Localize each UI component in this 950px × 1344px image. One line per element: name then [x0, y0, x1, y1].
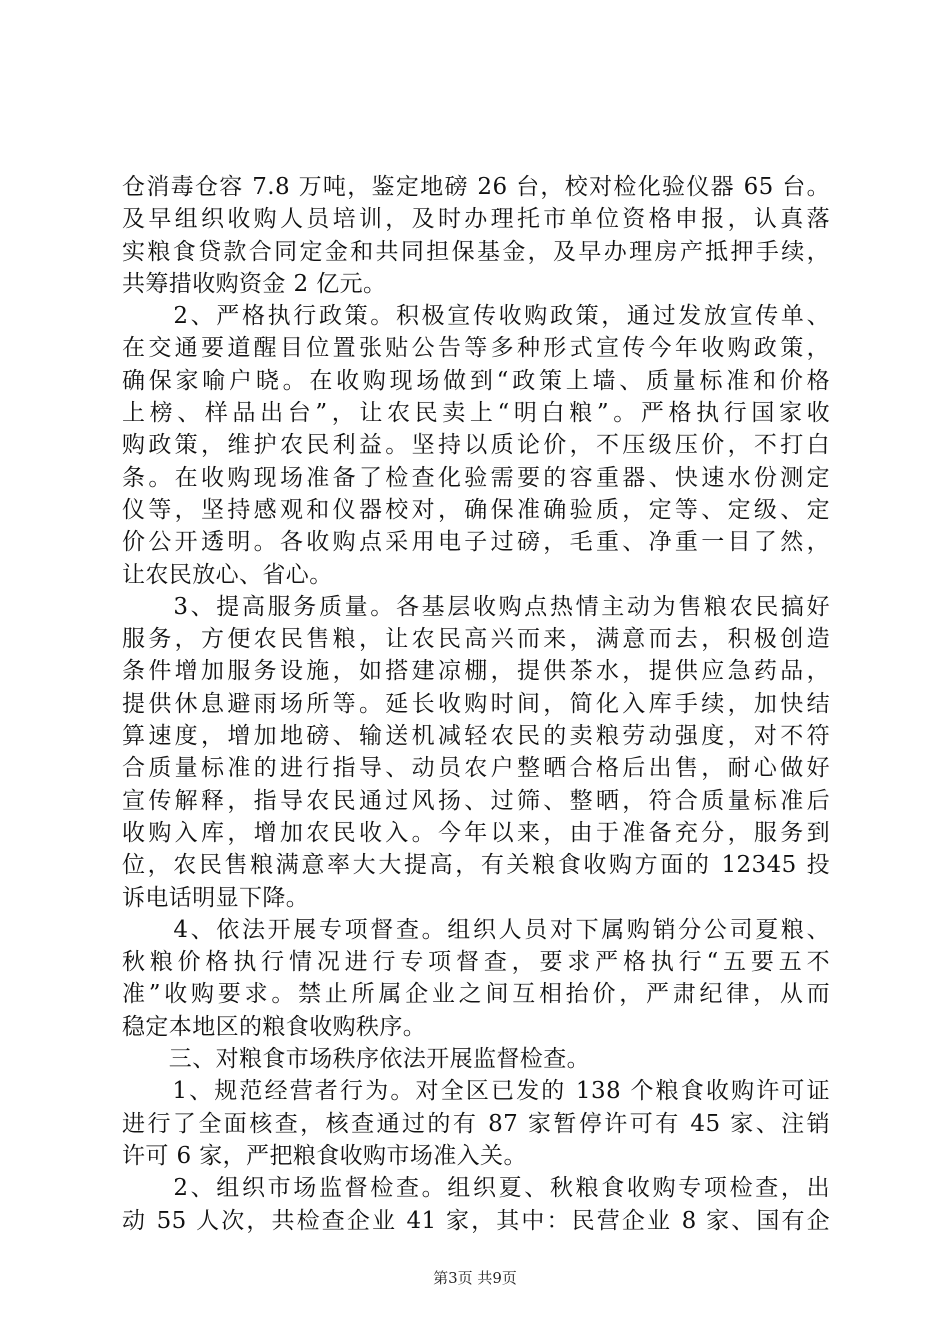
- text-line: 让农民放心、省心。: [122, 561, 333, 588]
- text-line: 合质量标准的进行指导、动员农户整晒合格后出售，耐心做好: [122, 755, 830, 782]
- text-line: 服务，方便农民售粮，让农民高兴而来，满意而去，积极创造: [122, 626, 830, 653]
- text-line: 及早组织收购人员培训，及时办理托市单位资格申报，认真落: [122, 206, 830, 233]
- text-line: 准”收购要求。禁止所属企业之间互相抬价，严肃纪律，从而: [122, 981, 830, 1008]
- document-body: [122, 171, 830, 1237]
- text-line: 位，农民售粮满意率大大提高，有关粮食收购方面的 12345 投: [122, 852, 830, 879]
- text-line: 在交通要道醒目位置张贴公告等多种形式宣传今年收购政策，: [122, 335, 830, 362]
- text-line: 动 55 人次，共检查企业 41 家，其中：民营企业 8 家、国有企: [122, 1207, 830, 1234]
- text-line: 2、严格执行政策。积极宣传收购政策，通过发放宣传单、: [122, 303, 830, 330]
- text-line: 仓消毒仓容 7.8 万吨，鉴定地磅 26 台，校对检化验仪器 65 台。: [122, 174, 830, 200]
- text-line: 1、规范经营者行为。对全区已发的 138 个粮食收购许可证: [122, 1078, 830, 1105]
- text-line: 价公开透明。各收购点采用电子过磅，毛重、净重一目了然，: [122, 529, 830, 556]
- text-line: 确保家喻户晓。在收购现场做到“政策上墙、质量标准和价格: [122, 367, 830, 394]
- text-line: 4、依法开展专项督查。组织人员对下属购销分公司夏粮、: [122, 916, 830, 943]
- text-line: 许可 6 家，严把粮食收购市场准入关。: [122, 1142, 527, 1169]
- text-line: 上榜、样品出台”，让农民卖上“明白粮”。严格执行国家收: [122, 400, 830, 427]
- page-number-footer: 第3页 共9页: [433, 1269, 517, 1287]
- text-line: 收购入库，增加农民收入。今年以来，由于准备充分，服务到: [122, 819, 830, 846]
- text-line: 仪等，坚持感观和仪器校对，确保准确验质，定等、定级、定: [122, 496, 830, 523]
- text-line: 秋粮价格执行情况进行专项督查，要求严格执行“五要五不: [122, 949, 830, 976]
- text-line: 条件增加服务设施，如搭建凉棚，提供茶水，提供应急药品，: [122, 658, 830, 685]
- text-line: 共筹措收购资金 2 亿元。: [122, 270, 387, 297]
- text-line: 3、提高服务质量。各基层收购点热情主动为售粮农民搞好: [122, 593, 830, 620]
- text-line: 诉电话明显下降。: [122, 884, 310, 911]
- text-line: 实粮食贷款合同定金和共同担保基金，及早办理房产抵押手续，: [122, 238, 830, 265]
- text-line: 条。在收购现场准备了检查化验需要的容重器、快速水份测定: [122, 464, 830, 491]
- section-heading: 三、对粮食市场秩序依法开展监督检查。: [122, 1046, 590, 1073]
- text-line: 稳定本地区的粮食收购秩序。: [122, 1013, 427, 1040]
- text-line: 购政策，维护农民利益。坚持以质论价，不压级压价，不打白: [122, 432, 830, 459]
- text-line: 提供休息避雨场所等。延长收购时间，简化入库手续，加快结: [122, 690, 830, 717]
- text-line: 进行了全面核查，核查通过的有 87 家暂停许可有 45 家、注销: [122, 1110, 830, 1137]
- text-line: 2、组织市场监督检查。组织夏、秋粮食收购专项检查，出: [122, 1175, 830, 1202]
- text-line: 算速度，增加地磅、输送机减轻农民的卖粮劳动强度，对不符: [122, 723, 830, 750]
- text-line: 宣传解释，指导农民通过风扬、过筛、整晒，符合质量标准后: [122, 787, 830, 814]
